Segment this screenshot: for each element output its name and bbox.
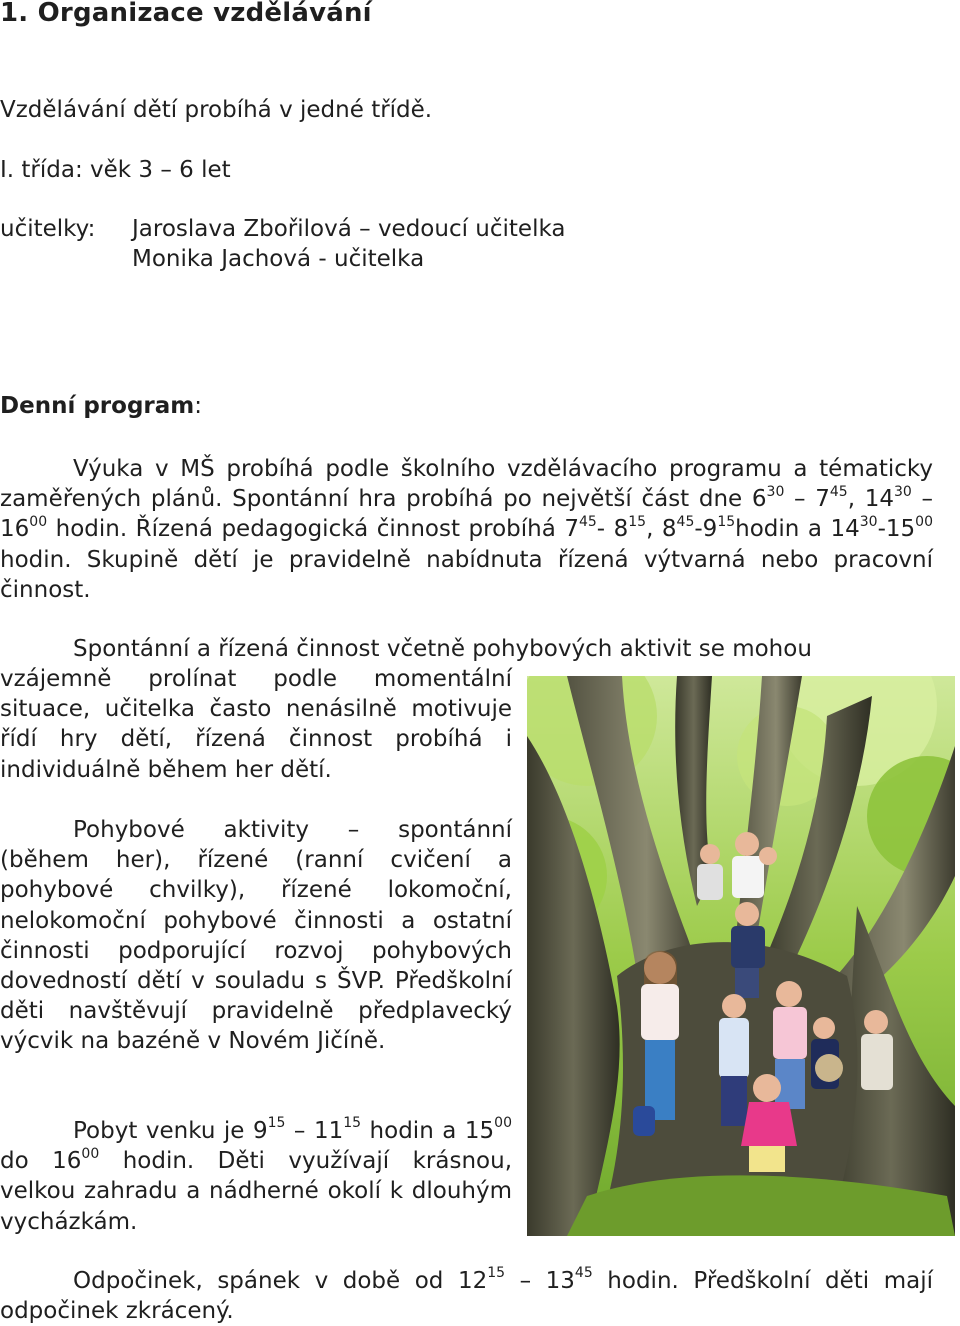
superscript: 15 (487, 1265, 506, 1282)
text-run: Pohybové aktivity – spontánní (během her), řízené (ranní cvičení a pohybové chvilky), řízené lokomoční, nelokomoční pohybové činnosti a ostatní činnosti podporující rozvoj pohybových dovedností dětí v souladu s ŠVP. Předškolní děti navštěvují pravidelně předplavecký výcvik na bazéně v Novém Jičíně. (0, 817, 512, 1055)
class-age-info: I. třída: věk 3 – 6 let (0, 157, 231, 183)
superscript: 45 (574, 1265, 593, 1282)
superscript: 00 (81, 1145, 100, 1162)
text-run: hodin a 14 (735, 516, 860, 543)
superscript: 00 (494, 1115, 512, 1132)
superscript: 15 (628, 513, 647, 530)
section-title-colon: : (194, 393, 202, 419)
superscript: 30 (893, 483, 912, 500)
superscript: 15 (267, 1115, 286, 1132)
paragraph-schedule (0, 454, 933, 605)
text-run: – 16 (0, 486, 933, 543)
text-run: do 16 (0, 1148, 82, 1175)
teachers-list (132, 214, 566, 274)
classes-info: Vzdělávání dětí probíhá v jedné třídě. (0, 97, 433, 123)
superscript: 15 (343, 1115, 362, 1132)
superscript: 00 (915, 513, 933, 530)
section-title-text: Denní program (0, 393, 195, 419)
text-run: hodin. Skupině dětí je pravidelně nabídnuta řízená výtvarná nebo pracovní činnost. (0, 546, 933, 603)
text-run: , 8 (646, 516, 677, 543)
text-run: Odpočinek, spánek v době od 12 (73, 1268, 488, 1294)
superscript: 45 (578, 513, 597, 530)
text-run: -9 (694, 516, 718, 543)
text-run: Spontánní a řízená činnost včetně pohybových aktivit se mohou (73, 636, 812, 662)
text-run: Výuka v MŠ probíhá podle školního vzdělávacího programu a tématicky zaměřených plánů. Spontánní hra probíhá po největší část dne 6 (0, 456, 933, 513)
text-run: hodin. Předškolní děti mají odpočinek zkrácený. (0, 1268, 933, 1325)
text-run: hodin. Řízená pedagogická činnost probíhá 7 (47, 516, 579, 543)
text-run: – 11 (285, 1118, 344, 1144)
text-run: - 8 (596, 516, 629, 543)
teacher-2: Monika Jachová - učitelka (132, 246, 425, 272)
superscript: 30 (859, 513, 878, 530)
superscript: 30 (766, 483, 785, 500)
superscript: 00 (29, 513, 48, 530)
superscript: 45 (676, 513, 695, 530)
text-run: -15 (877, 516, 916, 543)
teacher-1: Jaroslava Zbořilová – vedoucí učitelka (132, 216, 566, 242)
teachers-label: učitelky: (0, 216, 96, 242)
paragraph-activities: vzájemně prolínat podle momentální situace, učitelka často nenásilně motivuje řídí hry dětí, řízená činnost probíhá i individuálně během her dětí. (0, 666, 512, 783)
children-under-tree-photo (527, 676, 955, 1236)
page-title: 1. Organizace vzdělávání (0, 0, 372, 28)
section-title (0, 393, 202, 419)
paragraph-rest (0, 1266, 933, 1326)
text-run: , 14 (847, 486, 894, 513)
text-run: – 7 (784, 486, 830, 513)
text-run: hodin. Děti využívají krásnou, velkou zahradu a nádherné okolí k dlouhým vycházkám. (0, 1148, 513, 1235)
text-run: Pobyt venku je 9 (73, 1118, 268, 1144)
paragraph-movement (0, 815, 512, 1057)
text-run: hodin a 15 (361, 1118, 495, 1144)
paragraph-activities-first-line (0, 634, 933, 664)
paragraph-outdoor (0, 1116, 512, 1237)
text-run: – 13 (505, 1268, 575, 1294)
superscript: 15 (717, 513, 736, 530)
superscript: 45 (829, 483, 848, 500)
